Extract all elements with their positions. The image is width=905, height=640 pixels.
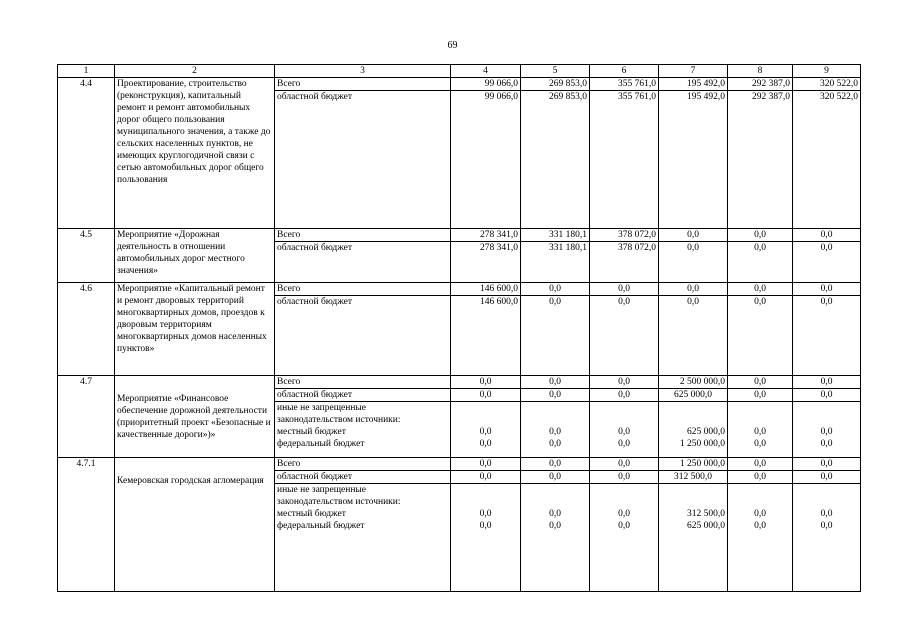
column-header: 9 bbox=[793, 65, 861, 78]
source-label: Всего bbox=[275, 283, 451, 296]
local-value: 312 500,0 bbox=[687, 509, 725, 519]
value-cell: 0,0 bbox=[659, 242, 728, 283]
value-cell bbox=[728, 484, 793, 592]
value-cell: 0,0 bbox=[590, 458, 659, 471]
federal-value: 0,0 bbox=[754, 439, 766, 449]
local-value: 0,0 bbox=[754, 509, 766, 519]
local-value: 0,0 bbox=[479, 509, 492, 519]
value-cell: 0,0 bbox=[793, 242, 861, 283]
value-cell: 0,0 bbox=[728, 376, 793, 389]
value-cell: 0,0 bbox=[728, 296, 793, 376]
budget-table bbox=[57, 64, 861, 592]
value-cell: 0,0 bbox=[728, 283, 793, 296]
value-cell: 320 522,0 bbox=[793, 91, 861, 229]
other-sources-label: иные не запрещенные bbox=[277, 403, 367, 413]
value-cell: 292 387,0 bbox=[728, 91, 793, 229]
federal-budget-label: федеральный бюджет bbox=[277, 439, 365, 449]
source-label: областной бюджет bbox=[275, 471, 451, 484]
value-cell: 0,0 bbox=[793, 389, 861, 402]
value-cell: 0,0 bbox=[659, 283, 728, 296]
column-header: 7 bbox=[659, 65, 728, 78]
local-value: 625 000,0 bbox=[687, 427, 725, 437]
federal-budget-label: федеральный бюджет bbox=[277, 521, 365, 531]
table-row bbox=[58, 78, 861, 91]
value-cell: 355 761,0 bbox=[590, 78, 659, 91]
row-title: Проектирование, строительство (реконструкция), капитальный ремонт и ремонт автомобильных дорог общего пользования муниципального значения, а также до сельских населенных пунктов, не имеющих круглогодичной связи с сетью автомобильных дорог общего пользования bbox=[115, 78, 275, 229]
row-number: 4.4 bbox=[58, 78, 115, 229]
value-cell: 0,0 bbox=[793, 471, 861, 484]
source-label: областной бюджет bbox=[275, 91, 451, 229]
value-cell: 0,0 bbox=[793, 229, 861, 242]
value-cell: 0,0 bbox=[521, 471, 590, 484]
value-cell bbox=[793, 402, 861, 458]
source-label: Всего bbox=[275, 229, 451, 242]
federal-value: 0,0 bbox=[618, 439, 630, 449]
federal-value: 1 250 000,0 bbox=[679, 439, 725, 449]
source-label: Всего bbox=[275, 458, 451, 471]
source-label: Всего bbox=[275, 78, 451, 91]
value-cell: 0,0 bbox=[521, 283, 590, 296]
value-cell: 195 492,0 bbox=[659, 78, 728, 91]
value-cell: 625 000,0 bbox=[659, 389, 728, 402]
row-title: Мероприятие «Финансовое обеспечение дорожной деятельности (приоритетный проект «Безопасные и качественные дороги»)» bbox=[115, 376, 275, 458]
value-cell: 0,0 bbox=[521, 376, 590, 389]
value-cell: 0,0 bbox=[793, 458, 861, 471]
local-value: 0,0 bbox=[549, 509, 561, 519]
local-value: 0,0 bbox=[820, 509, 833, 519]
other-sources-label: законодательством источники: bbox=[277, 497, 401, 507]
value-cell bbox=[590, 484, 659, 592]
value-cell: 320 522,0 bbox=[793, 78, 861, 91]
row-number: 4.5 bbox=[58, 229, 115, 283]
value-cell: 378 072,0 bbox=[590, 229, 659, 242]
value-cell: 331 180,1 bbox=[521, 229, 590, 242]
value-cell bbox=[590, 402, 659, 458]
table-row bbox=[58, 283, 861, 296]
federal-value: 0,0 bbox=[549, 521, 561, 531]
column-header: 1 bbox=[58, 65, 115, 78]
value-cell bbox=[793, 484, 861, 592]
source-label: областной бюджет bbox=[275, 389, 451, 402]
other-sources-label: иные не запрещенные bbox=[277, 485, 367, 495]
column-header: 8 bbox=[728, 65, 793, 78]
value-cell: 0,0 bbox=[521, 389, 590, 402]
value-cell: 0,0 bbox=[521, 296, 590, 376]
row-title-text: Кемеровская городская агломерация bbox=[117, 475, 264, 486]
value-cell: 269 853,0 bbox=[521, 91, 590, 229]
source-label bbox=[275, 484, 451, 592]
column-header: 5 bbox=[521, 65, 590, 78]
federal-value: 0,0 bbox=[479, 439, 492, 449]
value-cell bbox=[521, 402, 590, 458]
value-cell: 0,0 bbox=[451, 376, 521, 389]
value-cell: 1 250 000,0 bbox=[659, 458, 728, 471]
table-row bbox=[58, 229, 861, 242]
local-budget-label: местный бюджет bbox=[277, 427, 346, 437]
value-cell: 0,0 bbox=[728, 458, 793, 471]
column-header: 2 bbox=[115, 65, 275, 78]
local-value: 0,0 bbox=[618, 427, 630, 437]
value-cell: 0,0 bbox=[590, 283, 659, 296]
row-title: Мероприятие «Капитальный ремонт и ремонт дворовых территорий многоквартирных домов, проездов к дворовым территориям многоквартирных домов населенных пунктов» bbox=[115, 283, 275, 376]
value-cell: 195 492,0 bbox=[659, 91, 728, 229]
source-label: областной бюджет bbox=[275, 242, 451, 283]
federal-value: 0,0 bbox=[820, 521, 833, 531]
row-number: 4.7.1 bbox=[58, 458, 115, 592]
value-cell: 331 180,1 bbox=[521, 242, 590, 283]
value-cell: 0,0 bbox=[728, 389, 793, 402]
value-cell bbox=[521, 484, 590, 592]
value-cell: 0,0 bbox=[451, 389, 521, 402]
value-cell: 99 066,0 bbox=[451, 91, 521, 229]
value-cell: 0,0 bbox=[659, 229, 728, 242]
value-cell bbox=[659, 484, 728, 592]
value-cell: 0,0 bbox=[793, 283, 861, 296]
source-label bbox=[275, 402, 451, 458]
value-cell: 0,0 bbox=[659, 296, 728, 376]
other-sources-label: законодательством источники: bbox=[277, 415, 401, 425]
federal-value: 0,0 bbox=[549, 439, 561, 449]
value-cell: 0,0 bbox=[793, 296, 861, 376]
local-value: 0,0 bbox=[754, 427, 766, 437]
federal-value: 0,0 bbox=[754, 521, 766, 531]
value-cell: 292 387,0 bbox=[728, 78, 793, 91]
table-row bbox=[58, 458, 861, 471]
value-cell: 99 066,0 bbox=[451, 78, 521, 91]
value-cell: 269 853,0 bbox=[521, 78, 590, 91]
federal-value: 0,0 bbox=[820, 439, 833, 449]
column-header: 3 bbox=[275, 65, 451, 78]
value-cell: 278 341,0 bbox=[451, 229, 521, 242]
local-value: 0,0 bbox=[820, 427, 833, 437]
value-cell bbox=[451, 402, 521, 458]
value-cell: 0,0 bbox=[590, 296, 659, 376]
federal-value: 625 000,0 bbox=[687, 521, 725, 531]
value-cell bbox=[451, 484, 521, 592]
value-cell: 0,0 bbox=[590, 389, 659, 402]
value-cell: 355 761,0 bbox=[590, 91, 659, 229]
federal-value: 0,0 bbox=[618, 521, 630, 531]
source-label: областной бюджет bbox=[275, 296, 451, 376]
value-cell: 0,0 bbox=[728, 471, 793, 484]
row-title: Мероприятие «Дорожная деятельность в отношении автомобильных дорог местного значения» bbox=[115, 229, 275, 283]
value-cell: 146 600,0 bbox=[451, 283, 521, 296]
header-row bbox=[58, 65, 861, 78]
value-cell: 0,0 bbox=[451, 471, 521, 484]
value-cell: 0,0 bbox=[728, 242, 793, 283]
row-title bbox=[115, 458, 275, 592]
value-cell: 0,0 bbox=[728, 229, 793, 242]
value-cell bbox=[728, 402, 793, 458]
local-budget-label: местный бюджет bbox=[277, 509, 346, 519]
local-value: 0,0 bbox=[618, 509, 630, 519]
value-cell: 312 500,0 bbox=[659, 471, 728, 484]
value-cell: 146 600,0 bbox=[451, 296, 521, 376]
federal-value: 0,0 bbox=[479, 521, 492, 531]
table-row bbox=[58, 376, 861, 389]
source-label: Всего bbox=[275, 376, 451, 389]
row-number: 4.7 bbox=[58, 376, 115, 458]
value-cell: 378 072,0 bbox=[590, 242, 659, 283]
column-header: 4 bbox=[451, 65, 521, 78]
value-cell: 2 500 000,0 bbox=[659, 376, 728, 389]
value-cell: 0,0 bbox=[590, 471, 659, 484]
page-number: 69 bbox=[447, 40, 458, 51]
value-cell: 0,0 bbox=[793, 376, 861, 389]
local-value: 0,0 bbox=[549, 427, 561, 437]
column-header: 6 bbox=[590, 65, 659, 78]
value-cell: 0,0 bbox=[451, 458, 521, 471]
value-cell: 0,0 bbox=[590, 376, 659, 389]
value-cell bbox=[659, 402, 728, 458]
row-number: 4.6 bbox=[58, 283, 115, 376]
value-cell: 0,0 bbox=[521, 458, 590, 471]
local-value: 0,0 bbox=[479, 427, 492, 437]
value-cell: 278 341,0 bbox=[451, 242, 521, 283]
